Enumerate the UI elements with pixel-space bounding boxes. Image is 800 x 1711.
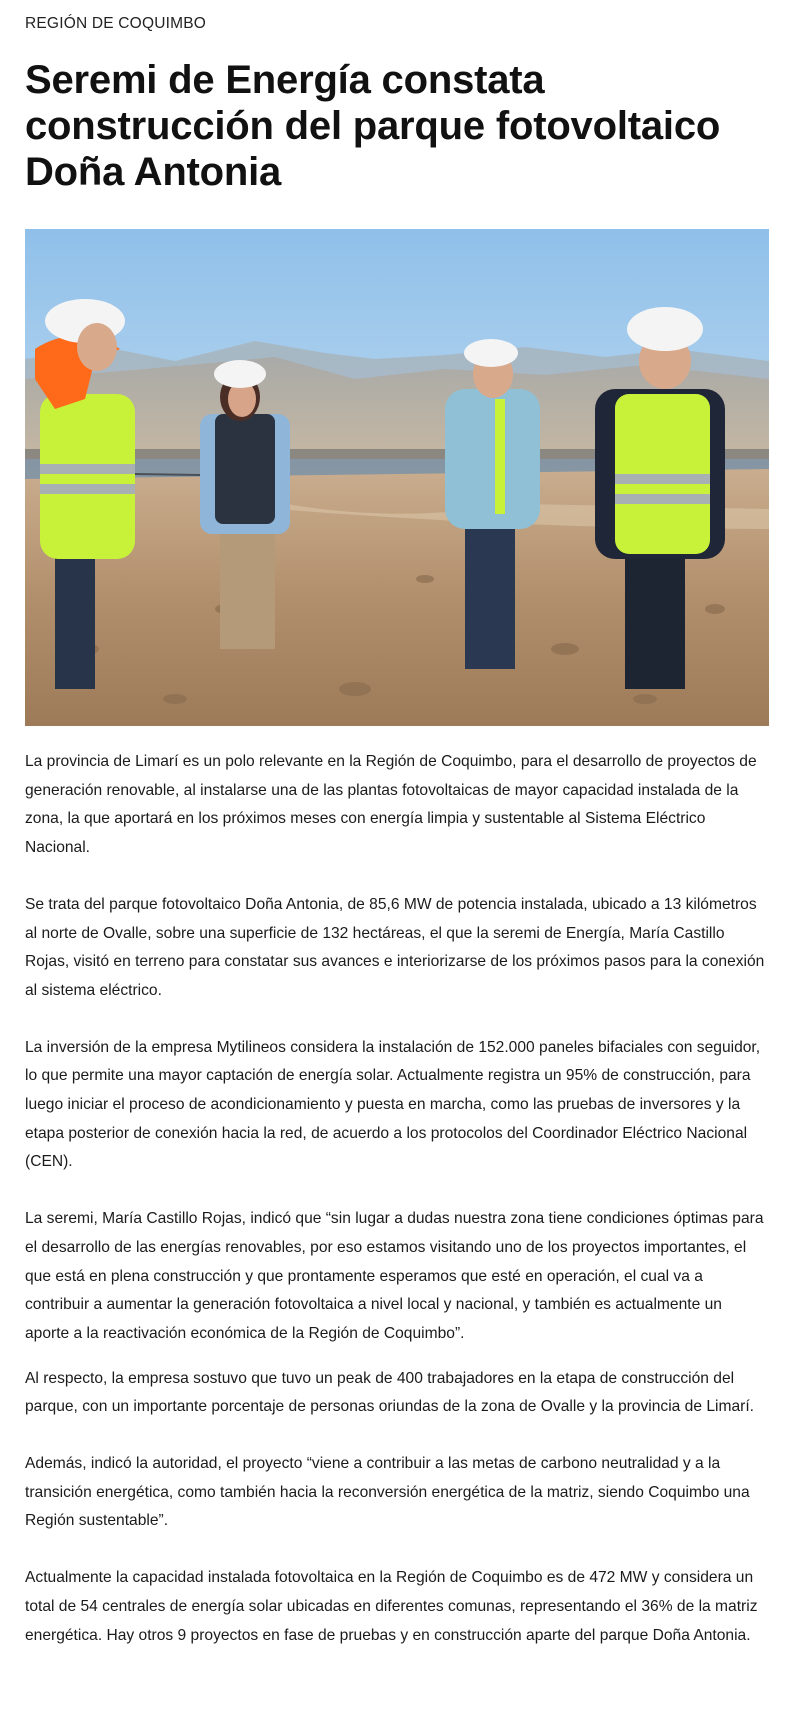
paragraph: Además, indicó la autoridad, el proyecto “viene a contribuir a las metas de carbono neutralidad y a la transición energética, como también hacia la reconversión energética de la matriz, siendo Coquimbo una Región sustentable”. [25, 1455, 750, 1530]
article [25, 0, 769, 1650]
hero-photo[interactable] [25, 229, 769, 726]
paragraph: La provincia de Limarí es un polo relevante en la Región de Coquimbo, para el desarrollo de proyectos de generación renovable, al instalarse una de las plantas fotovoltaicas de mayor capacidad instalada de la zona, la que aportará en los próximos meses con energía limpia y sustentable al Sistema Eléctrico Nacional. [25, 753, 757, 857]
paragraph: Actualmente la capacidad instalada fotovoltaica en la Región de Coquimbo es de 472 MW y considera un total de 54 centrales de energía solar ubicadas en diferentes comunas, representando el 36% de la matriz energética. Hay otros 9 proyectos en fase de pruebas y en construcción aparte del parque Doña Antonia. [25, 1569, 758, 1644]
photo-illustration [25, 229, 769, 726]
article-body [25, 748, 769, 1650]
section-kicker[interactable]: REGIÓN DE COQUIMBO [25, 15, 207, 32]
article-headline: Seremi de Energía constata construcción del parque fotovoltaico Doña Antonia [25, 58, 721, 194]
paragraph: La seremi, María Castillo Rojas, indicó que “sin lugar a dudas nuestra zona tiene condiciones óptimas para el desarrollo de las energías renovables, por eso estamos visitando uno de los proyectos importantes, el que está en plena construcción y que prontamente esperamos que esté en operación, el cual va a contribuir a aumentar la generación fotovoltaica a nivel local y nacional, y también es actualmente un aporte a la reactivación económica de la Región de Coquimbo”. [25, 1210, 764, 1342]
paragraph: La inversión de la empresa Mytilineos considera la instalación de 152.000 paneles bifaciales con seguidor, lo que permite una mayor captación de energía solar. Actualmente registra un 95% de construcción, para luego iniciar el proceso de acondicionamiento y puesta en marcha, como las pruebas de inversores y la etapa posterior de conexión hacia la red, de acuerdo a los protocolos del Coordinador Eléctrico Nacional (CEN). [25, 1038, 761, 1171]
paragraph: Al respecto, la empresa sostuvo que tuvo un peak de 400 trabajadores en la etapa de construcción del parque, con un importante porcentaje de personas oriundas de la zona de Ovalle y la provincia de Limarí. [25, 1369, 755, 1416]
paragraph: Se trata del parque fotovoltaico Doña Antonia, de 85,6 MW de potencia instalada, ubicado a 13 kilómetros al norte de Ovalle, sobre una superficie de 132 hectáreas, el que la seremi de Energía, María Castillo Rojas, visitó en terreno para constatar sus avances e interiorizarse de los próximos pasos para la conexión al sistema eléctrico. [25, 895, 765, 999]
